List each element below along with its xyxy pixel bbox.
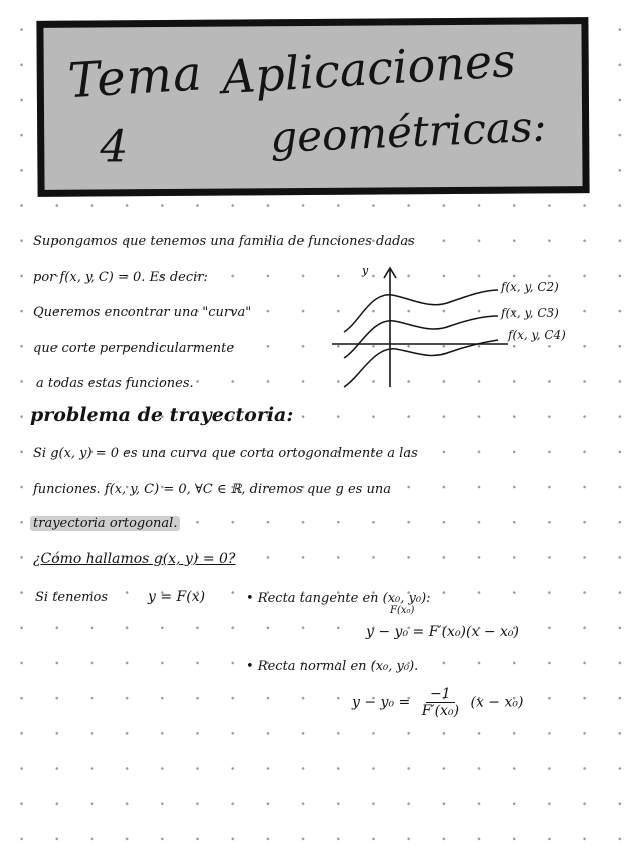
- curve-c4: [344, 340, 498, 387]
- normal-denominator: F′(x₀): [421, 703, 460, 719]
- normal-lhs: y − y₀ =: [352, 694, 411, 711]
- tangent-label: • Recta tangente en (x₀, y₀):: [246, 591, 431, 606]
- question-line: ¿Cómo hallamos g(x, y) = 0?: [33, 551, 236, 567]
- curve-c2: [344, 290, 498, 332]
- intro-line-1: Supongamos que tenemos una familia de funciones dadas: [33, 234, 415, 249]
- title-box: [36, 17, 589, 197]
- curve-c3: [344, 316, 498, 358]
- tangent-f-note: F(x₀): [390, 605, 415, 616]
- curve-label-c3: f(x, y, C3): [501, 306, 559, 320]
- highlighted-term: trayectoria ortogonal.: [30, 516, 180, 531]
- problem-line-1: Si g(x, y) = 0 es una curva que corta ortogonalmente a las: [33, 446, 418, 461]
- intro-line-5: a todas estas funciones.: [36, 376, 194, 391]
- tangent-equation: y − y₀ = F′(x₀)(x − x₀): [366, 624, 519, 640]
- section-heading: problema de trayectoria:: [30, 404, 294, 426]
- curve-label-c2: f(x, y, C2): [501, 280, 559, 294]
- title-line2: geométricas:: [269, 101, 548, 163]
- curve-label-c4: f(x, y, C4): [508, 328, 566, 342]
- title-tema: Tema: [66, 45, 205, 110]
- title-line1: Aplicaciones: [220, 32, 517, 105]
- normal-fraction: [418, 686, 463, 719]
- function-definition: y = F(x): [148, 589, 206, 605]
- intro-line-2: por f(x, y, C) = 0. Es decir:: [33, 270, 208, 285]
- normal-label: • Recta normal en (x₀, y₀).: [246, 659, 419, 674]
- normal-numerator: −1: [426, 686, 455, 703]
- normal-equation: [352, 686, 523, 719]
- title-number: 4: [100, 121, 129, 173]
- normal-rhs: (x − x₀): [470, 694, 524, 711]
- intro-line-4: que corte perpendicularmente: [33, 341, 235, 356]
- problem-highlight: [30, 516, 180, 531]
- function-family-graph: [330, 262, 510, 397]
- problem-line-2: funciones. f(x, y, C) = 0, ∀C ∈ ℝ, diremos que g es una: [33, 482, 391, 497]
- y-axis-label: y: [362, 264, 369, 277]
- intro-line-3: Queremos encontrar una "curva": [33, 305, 252, 320]
- tangent-prefix: Si tenemos: [35, 590, 109, 605]
